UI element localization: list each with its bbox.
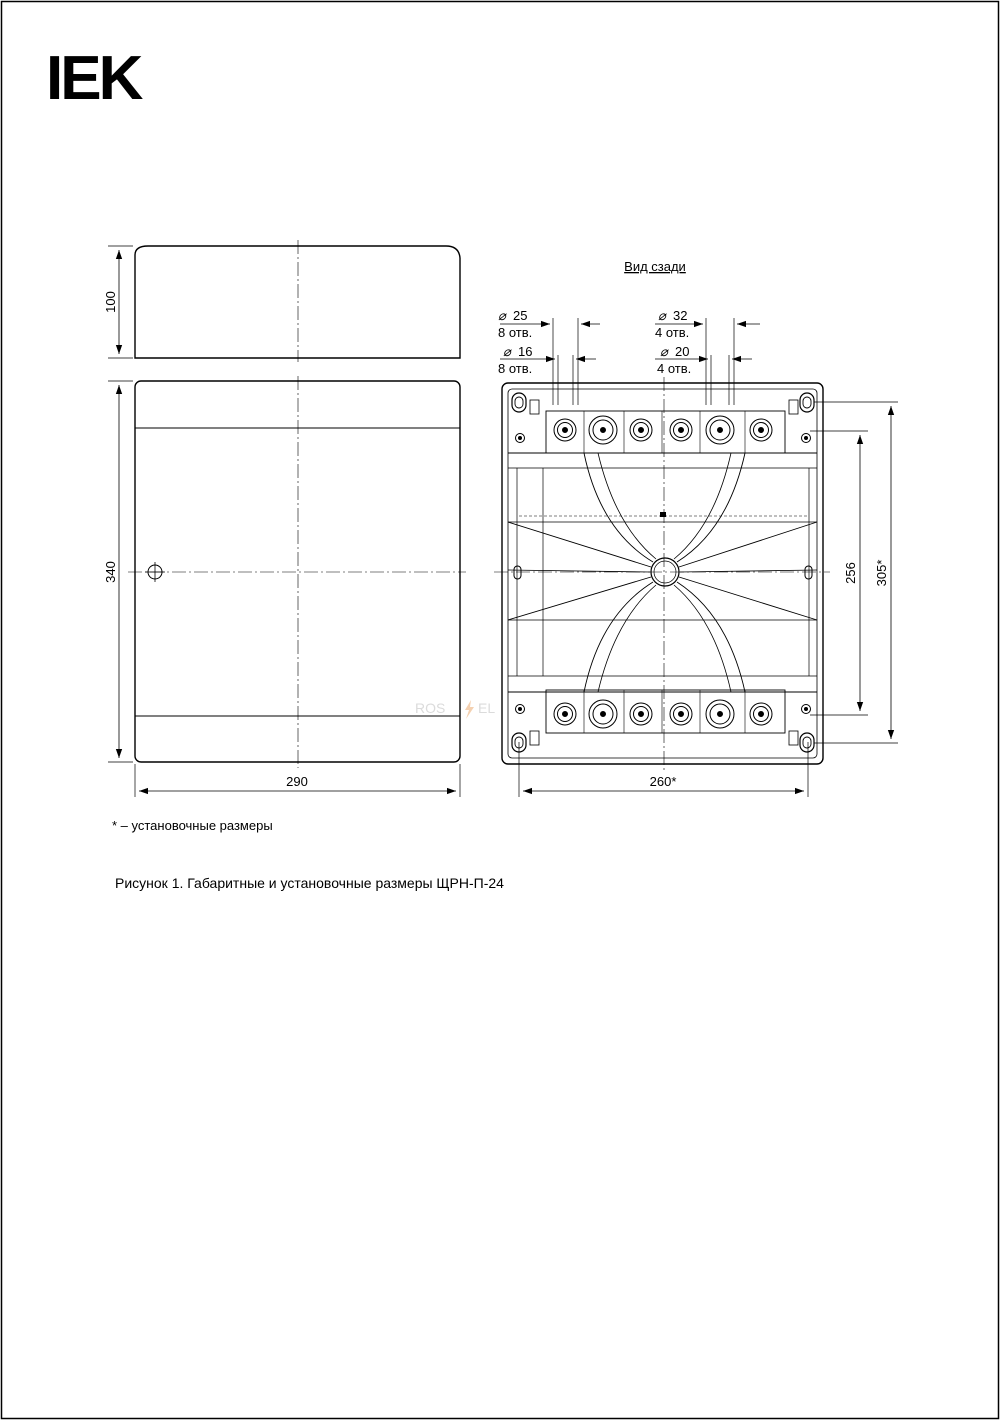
lightning-icon	[465, 700, 474, 719]
callout-count: 4 отв.	[657, 361, 692, 376]
svg-text:⌀: ⌀	[658, 308, 666, 323]
svg-text:⌀: ⌀	[660, 344, 668, 359]
figure-caption: Рисунок 1. Габаритные и установочные размеры ЩРН-П-24	[115, 875, 504, 891]
hole-callout-lines	[500, 318, 760, 405]
top-view-height-label: 100	[103, 291, 118, 313]
iek-logo	[46, 44, 144, 113]
hole-callout-20	[657, 344, 691, 376]
logo-text: IEK	[46, 44, 141, 113]
top-view	[108, 240, 460, 362]
rear-view-inner-height-label: 256	[843, 562, 858, 584]
callout-diameter: 32	[673, 308, 688, 323]
watermark-left: ROS	[415, 700, 446, 716]
rear-view	[494, 377, 830, 770]
svg-text:⌀: ⌀	[503, 344, 511, 359]
svg-text:⌀: ⌀	[498, 308, 506, 323]
rear-view-outer-height-label: 305*	[874, 559, 889, 587]
front-view-height-label: 340	[103, 561, 118, 583]
callout-count: 8 отв.	[498, 325, 533, 340]
front-view	[108, 376, 466, 797]
front-view-width-label: 290	[286, 774, 308, 789]
footnote: * – установочные размеры	[112, 818, 273, 833]
rear-view-width-label: 260*	[649, 774, 677, 789]
lock-symbol	[145, 562, 165, 582]
hole-callout-16	[498, 344, 532, 376]
callout-count: 8 отв.	[498, 361, 533, 376]
callout-diameter: 20	[675, 344, 690, 359]
page-frame	[2, 2, 999, 1419]
watermark-right: EL	[478, 700, 496, 716]
callout-diameter: 25	[513, 308, 528, 323]
callout-diameter: 16	[518, 344, 533, 359]
callout-count: 4 отв.	[655, 325, 690, 340]
rear-view-title: Вид сзади	[624, 259, 686, 274]
